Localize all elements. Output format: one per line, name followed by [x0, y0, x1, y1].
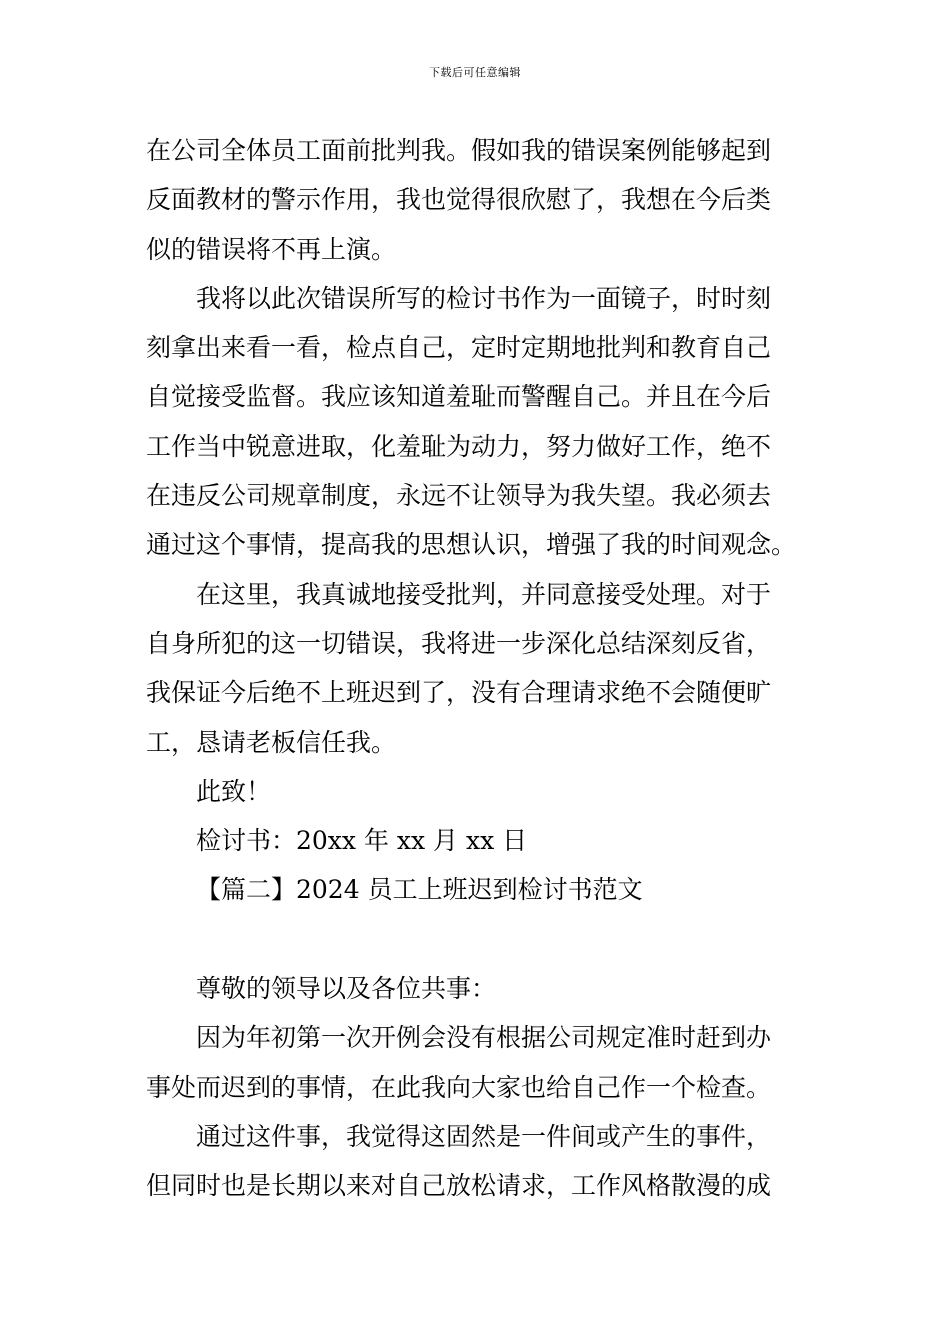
closing-salutation: 此致！ — [196, 776, 272, 806]
text-line: 我保证今后绝不上班迟到了，没有合理请求绝不会随便旷 — [146, 678, 772, 708]
paragraph-start-line: 因为年初第一次开例会没有根据公司规定准时赶到办 — [196, 1023, 772, 1053]
text-line: 工作当中锐意进取，化羞耻为动力，努力做好工作，绝不 — [146, 431, 772, 461]
text-line: 工，恳请老板信任我。 — [146, 727, 397, 757]
greeting-line: 尊敬的领导以及各位共事： — [196, 974, 497, 1004]
text-line: 自身所犯的这一切错误，我将进一步深化总结深刻反省， — [146, 628, 772, 658]
paragraph-start-line: 我将以此次错误所写的检讨书作为一面镜子，时时刻 — [196, 283, 772, 313]
document-body — [146, 126, 806, 1211]
paragraph-start-line: 在这里，我真诚地接受批判，并同意接受处理。对于 — [196, 579, 772, 609]
text-line: 似的错误将不再上演。 — [146, 234, 397, 264]
text-line: 刻拿出来看一看，检点自己，定时定期地批判和教育自己 — [146, 333, 772, 363]
page-header: 下载后可任意编辑 — [429, 66, 521, 79]
signature-date-line: 检讨书：20xx 年 xx 月 xx 日 — [196, 826, 528, 856]
text-line: 事处而迟到的事情，在此我向大家也给自己作一个检查。 — [146, 1072, 772, 1102]
blank-line — [146, 915, 806, 964]
section-title: 【篇二】2024 员工上班迟到检讨书范文 — [196, 875, 643, 905]
text-line: 反面教材的警示作用，我也觉得很欣慰了，我想在今后类 — [146, 185, 772, 215]
text-line: 在公司全体员工面前批判我。假如我的错误案例能够起到 — [146, 136, 772, 165]
text-line: 但同时也是长期以来对自己放松请求，工作风格散漫的成 — [146, 1171, 772, 1201]
text-line: 自觉接受监督。我应该知道羞耻而警醒自己。并且在今后 — [146, 382, 772, 412]
text-line: 通过这个事情，提高我的思想认识，增强了我的时间观念。 — [146, 530, 797, 560]
paragraph-start-line: 通过这件事，我觉得这固然是一件间或产生的事件， — [196, 1121, 772, 1151]
text-line: 在违反公司规章制度，永远不让领导为我失望。我必须去 — [146, 481, 772, 511]
